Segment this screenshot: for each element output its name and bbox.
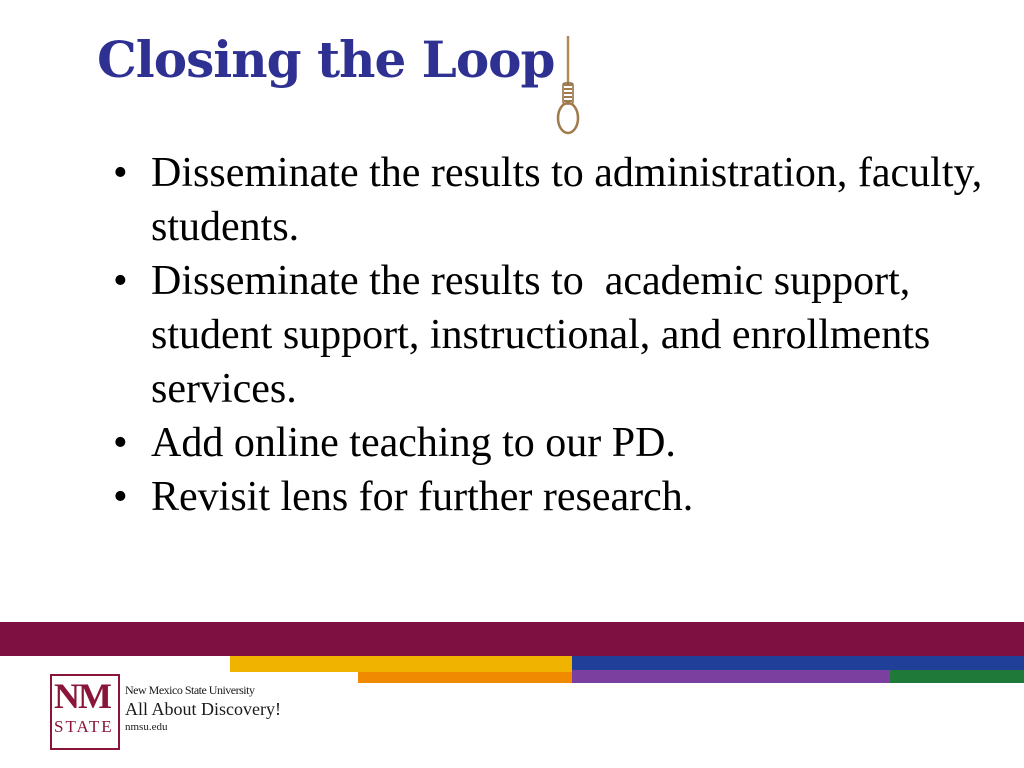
list-item xyxy=(113,416,1003,470)
footer-band-blue xyxy=(572,656,1024,670)
footer-band-purple xyxy=(572,670,890,683)
footer-band-gold xyxy=(230,656,572,672)
list-item xyxy=(113,254,1003,416)
university-name: New Mexico State University xyxy=(125,683,255,697)
logo-url: nmsu.edu xyxy=(125,721,168,733)
footer-band-green xyxy=(890,670,1024,683)
logo-state-text: STATE xyxy=(54,717,114,736)
bullet-text: Revisit lens for further research. xyxy=(151,474,694,520)
bullet-marker: • xyxy=(113,420,128,466)
list-item xyxy=(113,146,1003,254)
slide-title: Closing the Loop xyxy=(97,30,555,89)
logo-nm-text: NM xyxy=(54,676,110,716)
footer-band-maroon xyxy=(0,622,1024,656)
bullet-list xyxy=(113,146,1003,524)
nm-state-badge xyxy=(50,674,120,750)
noose-icon xyxy=(550,36,586,136)
bullet-marker: • xyxy=(113,150,128,196)
list-item xyxy=(113,470,1003,524)
nmsu-logo xyxy=(50,674,320,754)
bullet-text: Disseminate the results to academic support, student support, instructional, and enrollments services. xyxy=(151,258,941,412)
bullet-marker: • xyxy=(113,258,128,304)
bullet-marker: • xyxy=(113,474,128,520)
bullet-text: Add online teaching to our PD. xyxy=(151,420,676,466)
bullet-text: Disseminate the results to administration, faculty, students. xyxy=(151,150,983,250)
logo-tagline: All About Discovery! xyxy=(125,699,281,719)
footer-band-orange xyxy=(358,672,572,683)
